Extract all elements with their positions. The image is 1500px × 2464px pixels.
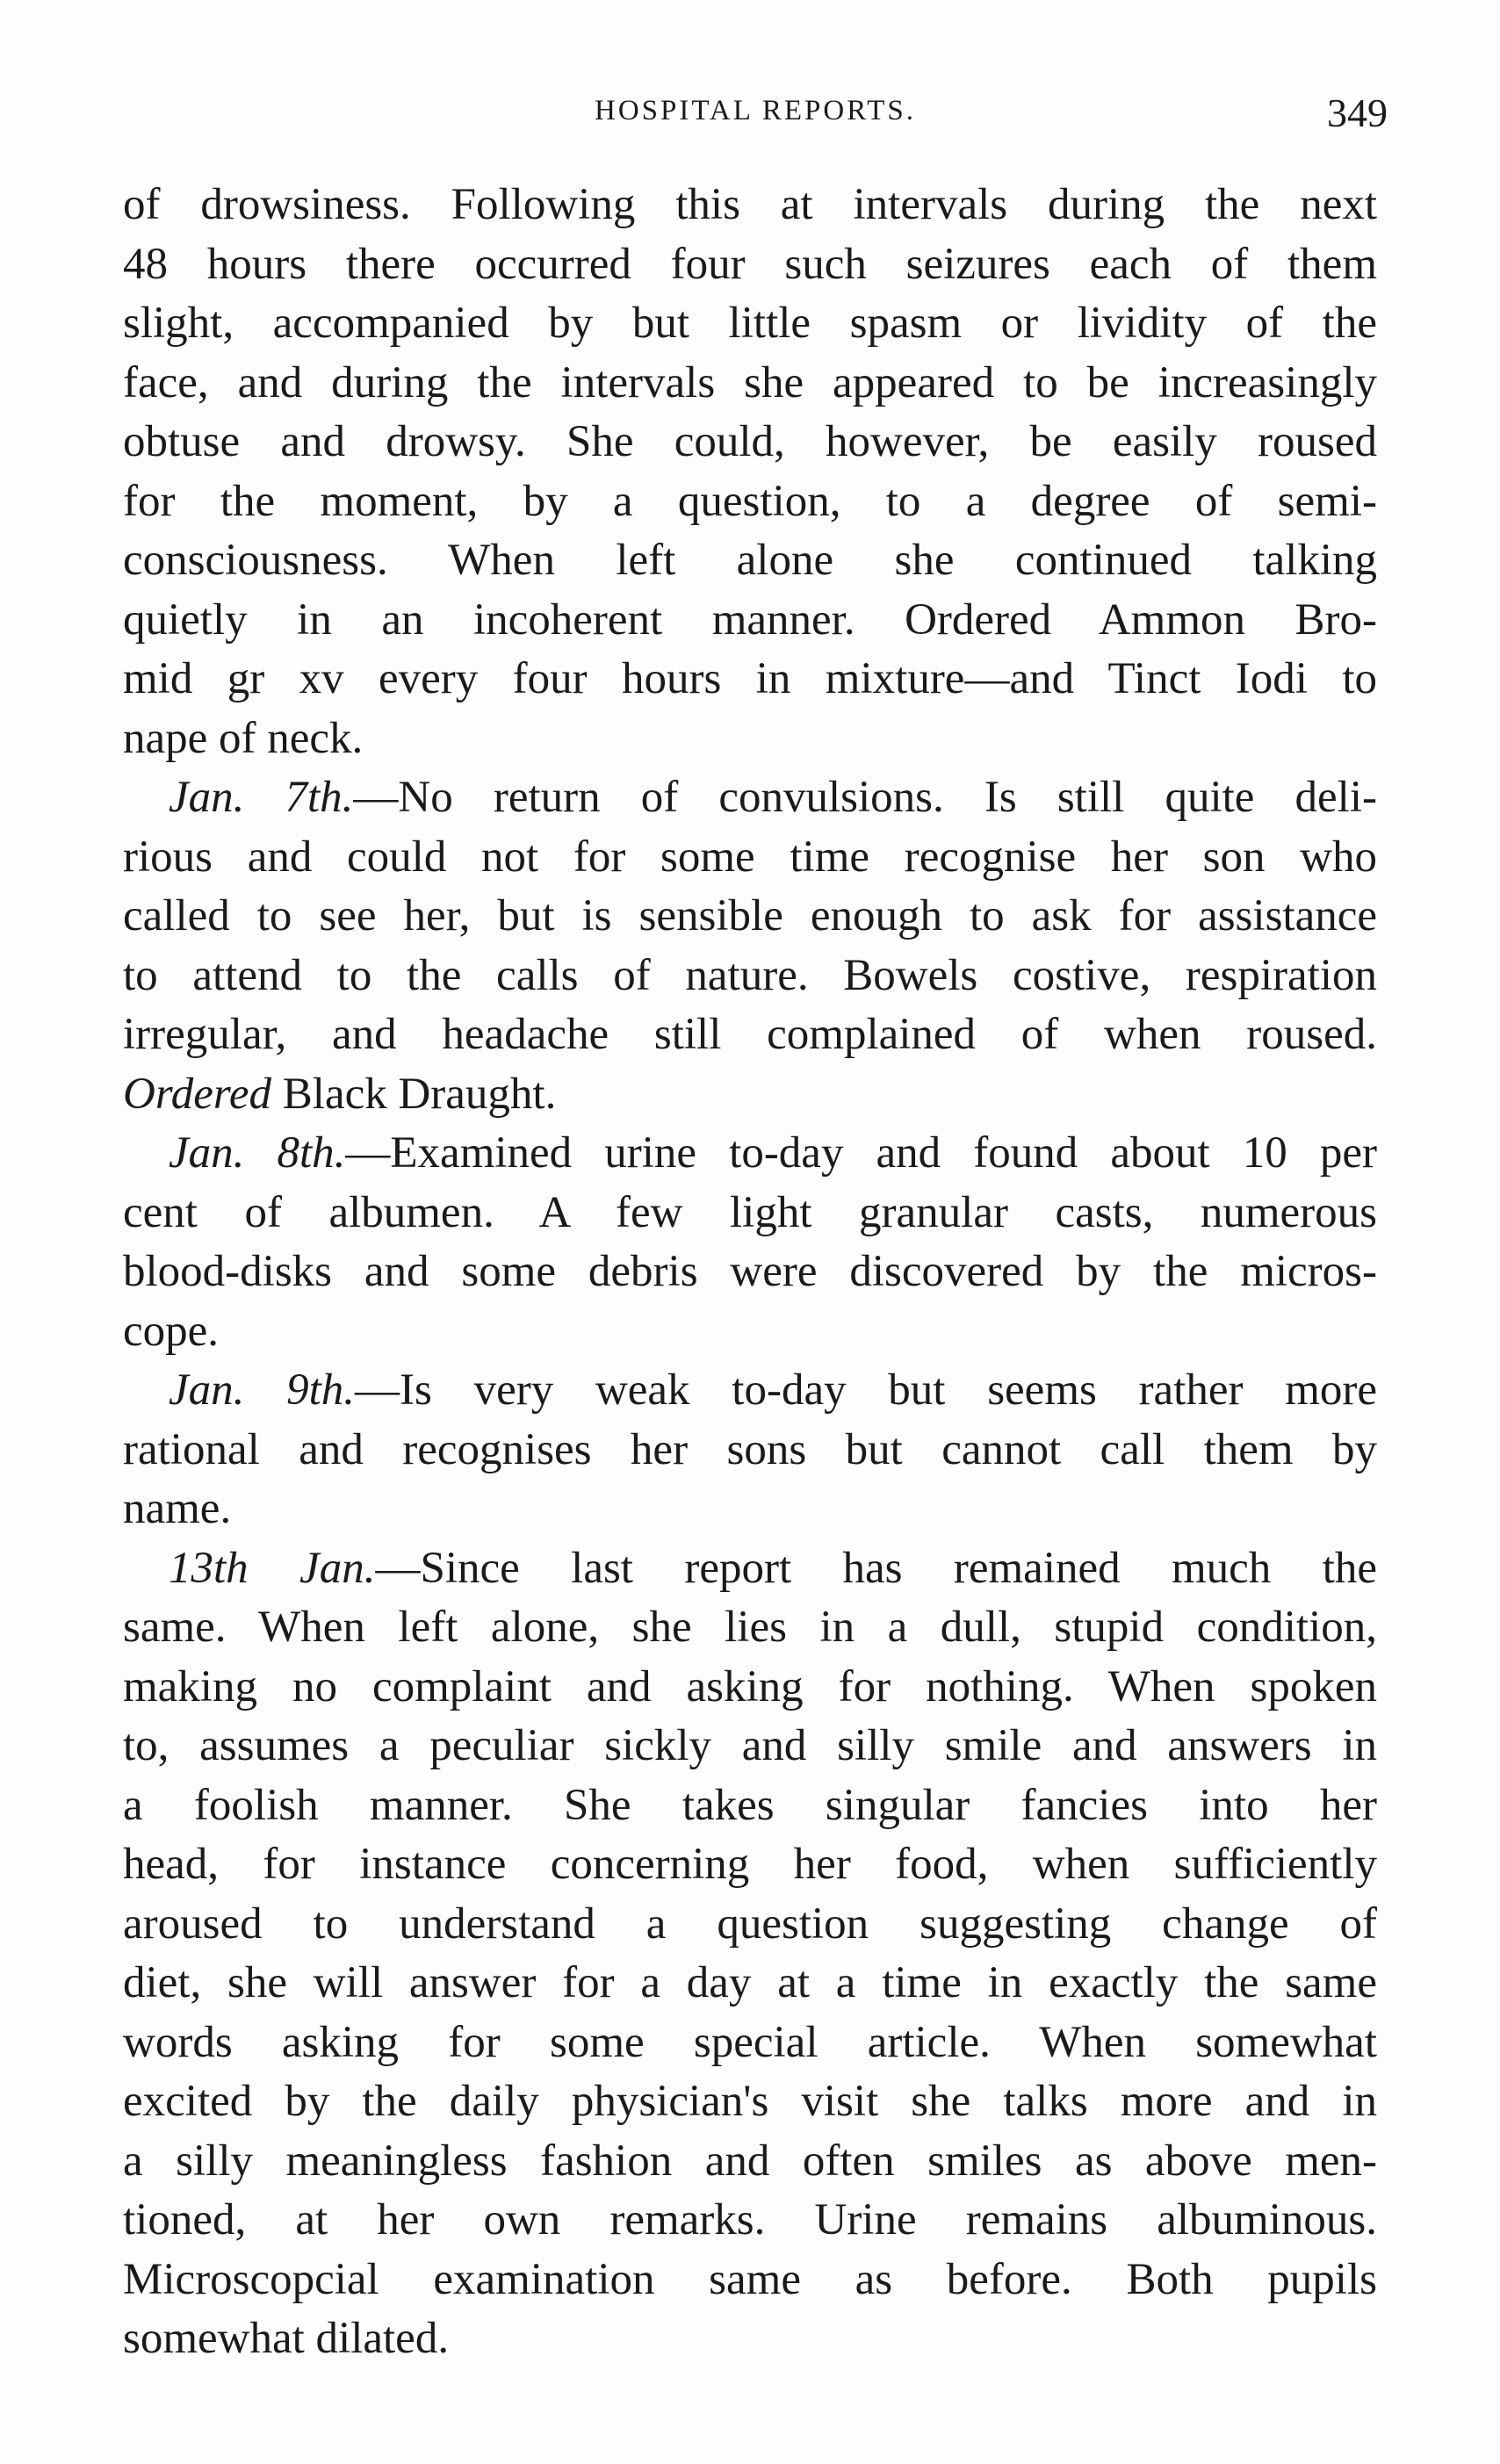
text-line: rious and could not for some time recognise her son who [123, 832, 1377, 882]
text-line: cent of albumen. A few light granular casts, numerous [123, 1187, 1377, 1237]
text-line: head, for instance concerning her food, when sufficiently [123, 1840, 1377, 1889]
running-head [123, 90, 1388, 148]
body-text [123, 176, 1377, 2369]
text-line: aroused to understand a question suggesting change of [123, 1898, 1377, 1949]
text-line: mid gr xv every four hours in mixture—and Tinct Iodi to [123, 654, 1377, 703]
entry-date: Jan. 9th. [169, 1365, 356, 1415]
text-line: called to see her, but is sensible enough to ask for assistance [123, 891, 1377, 940]
text-line: a silly meaningless fashion and often smiles as above men- [123, 2136, 1377, 2186]
entry-date: Jan. 8th. [169, 1128, 346, 1178]
entry-line-jan-13: 13th Jan.—Since last report has remained much the [169, 1543, 1377, 1593]
entry-line-jan-8: Jan. 8th.—Examined urine to-day and found about 10 per [169, 1128, 1377, 1178]
text-line: diet, she will answer for a day at a time in exactly the same [123, 1958, 1377, 2007]
text-line: words asking for some special article. When somewhat [123, 2017, 1377, 2067]
entry-line-jan-7: Jan. 7th.—No return of convulsions. Is still quite deli- [169, 773, 1377, 822]
text-line: making no complaint and asking for nothing. When spoken [123, 1661, 1377, 1711]
text-line: Ordered Black Draught. [123, 1069, 557, 1119]
text-line: rational and recognises her sons but cannot call them by [123, 1424, 1377, 1474]
text-line: same. When left alone, she lies in a dull, stupid condition, [123, 1603, 1377, 1652]
text-line: blood-disks and some debris were discovered by the micros- [123, 1247, 1377, 1296]
text-line: consciousness. When left alone she continued talking [123, 536, 1377, 585]
text-line: quietly in an incoherent manner. Ordered Ammon Bro- [123, 594, 1377, 645]
text-line: irregular, and headache still complained of when roused. [123, 1010, 1377, 1059]
entry-date: 13th Jan. [169, 1543, 376, 1593]
text-line: excited by the daily physician's visit she talks more and in [123, 2077, 1377, 2126]
text-line: name. [123, 1484, 232, 1533]
text-line: nape of neck. [123, 713, 364, 763]
text-line: to attend to the calls of nature. Bowels costive, respiration [123, 950, 1377, 1000]
text-line: a foolish manner. She takes singular fancies into her [123, 1780, 1377, 1830]
entry-line-jan-9: Jan. 9th.—Is very weak to-day but seems rather more [169, 1365, 1377, 1415]
text-line: cope. [123, 1306, 220, 1356]
text-line: slight, accompanied by but little spasm or lividity of the [123, 299, 1377, 348]
page-number: 349 [1327, 90, 1388, 135]
text-line: Microscopcial examination same as before. Both pupils [123, 2254, 1377, 2304]
text-line: of drowsiness. Following this at intervals during the next [123, 180, 1377, 229]
text-line: for the moment, by a question, to a degree of semi- [123, 476, 1377, 526]
running-title: HOSPITAL REPORTS. [594, 95, 917, 126]
entry-date: Jan. 7th. [169, 773, 354, 822]
text-line: face, and during the intervals she appeared to be increasingly [123, 357, 1377, 407]
text-line: 48 hours there occurred four such seizures each of them [123, 239, 1377, 289]
text-line: somewhat dilated. [123, 2314, 450, 2363]
text-line: obtuse and drowsy. She could, however, be easily roused [123, 417, 1377, 466]
text-line: tioned, at her own remarks. Urine remains albuminous. [123, 2195, 1377, 2244]
ordered-italic: Ordered [123, 1069, 272, 1119]
text-line: to, assumes a peculiar sickly and silly smile and answers in [123, 1721, 1377, 1770]
